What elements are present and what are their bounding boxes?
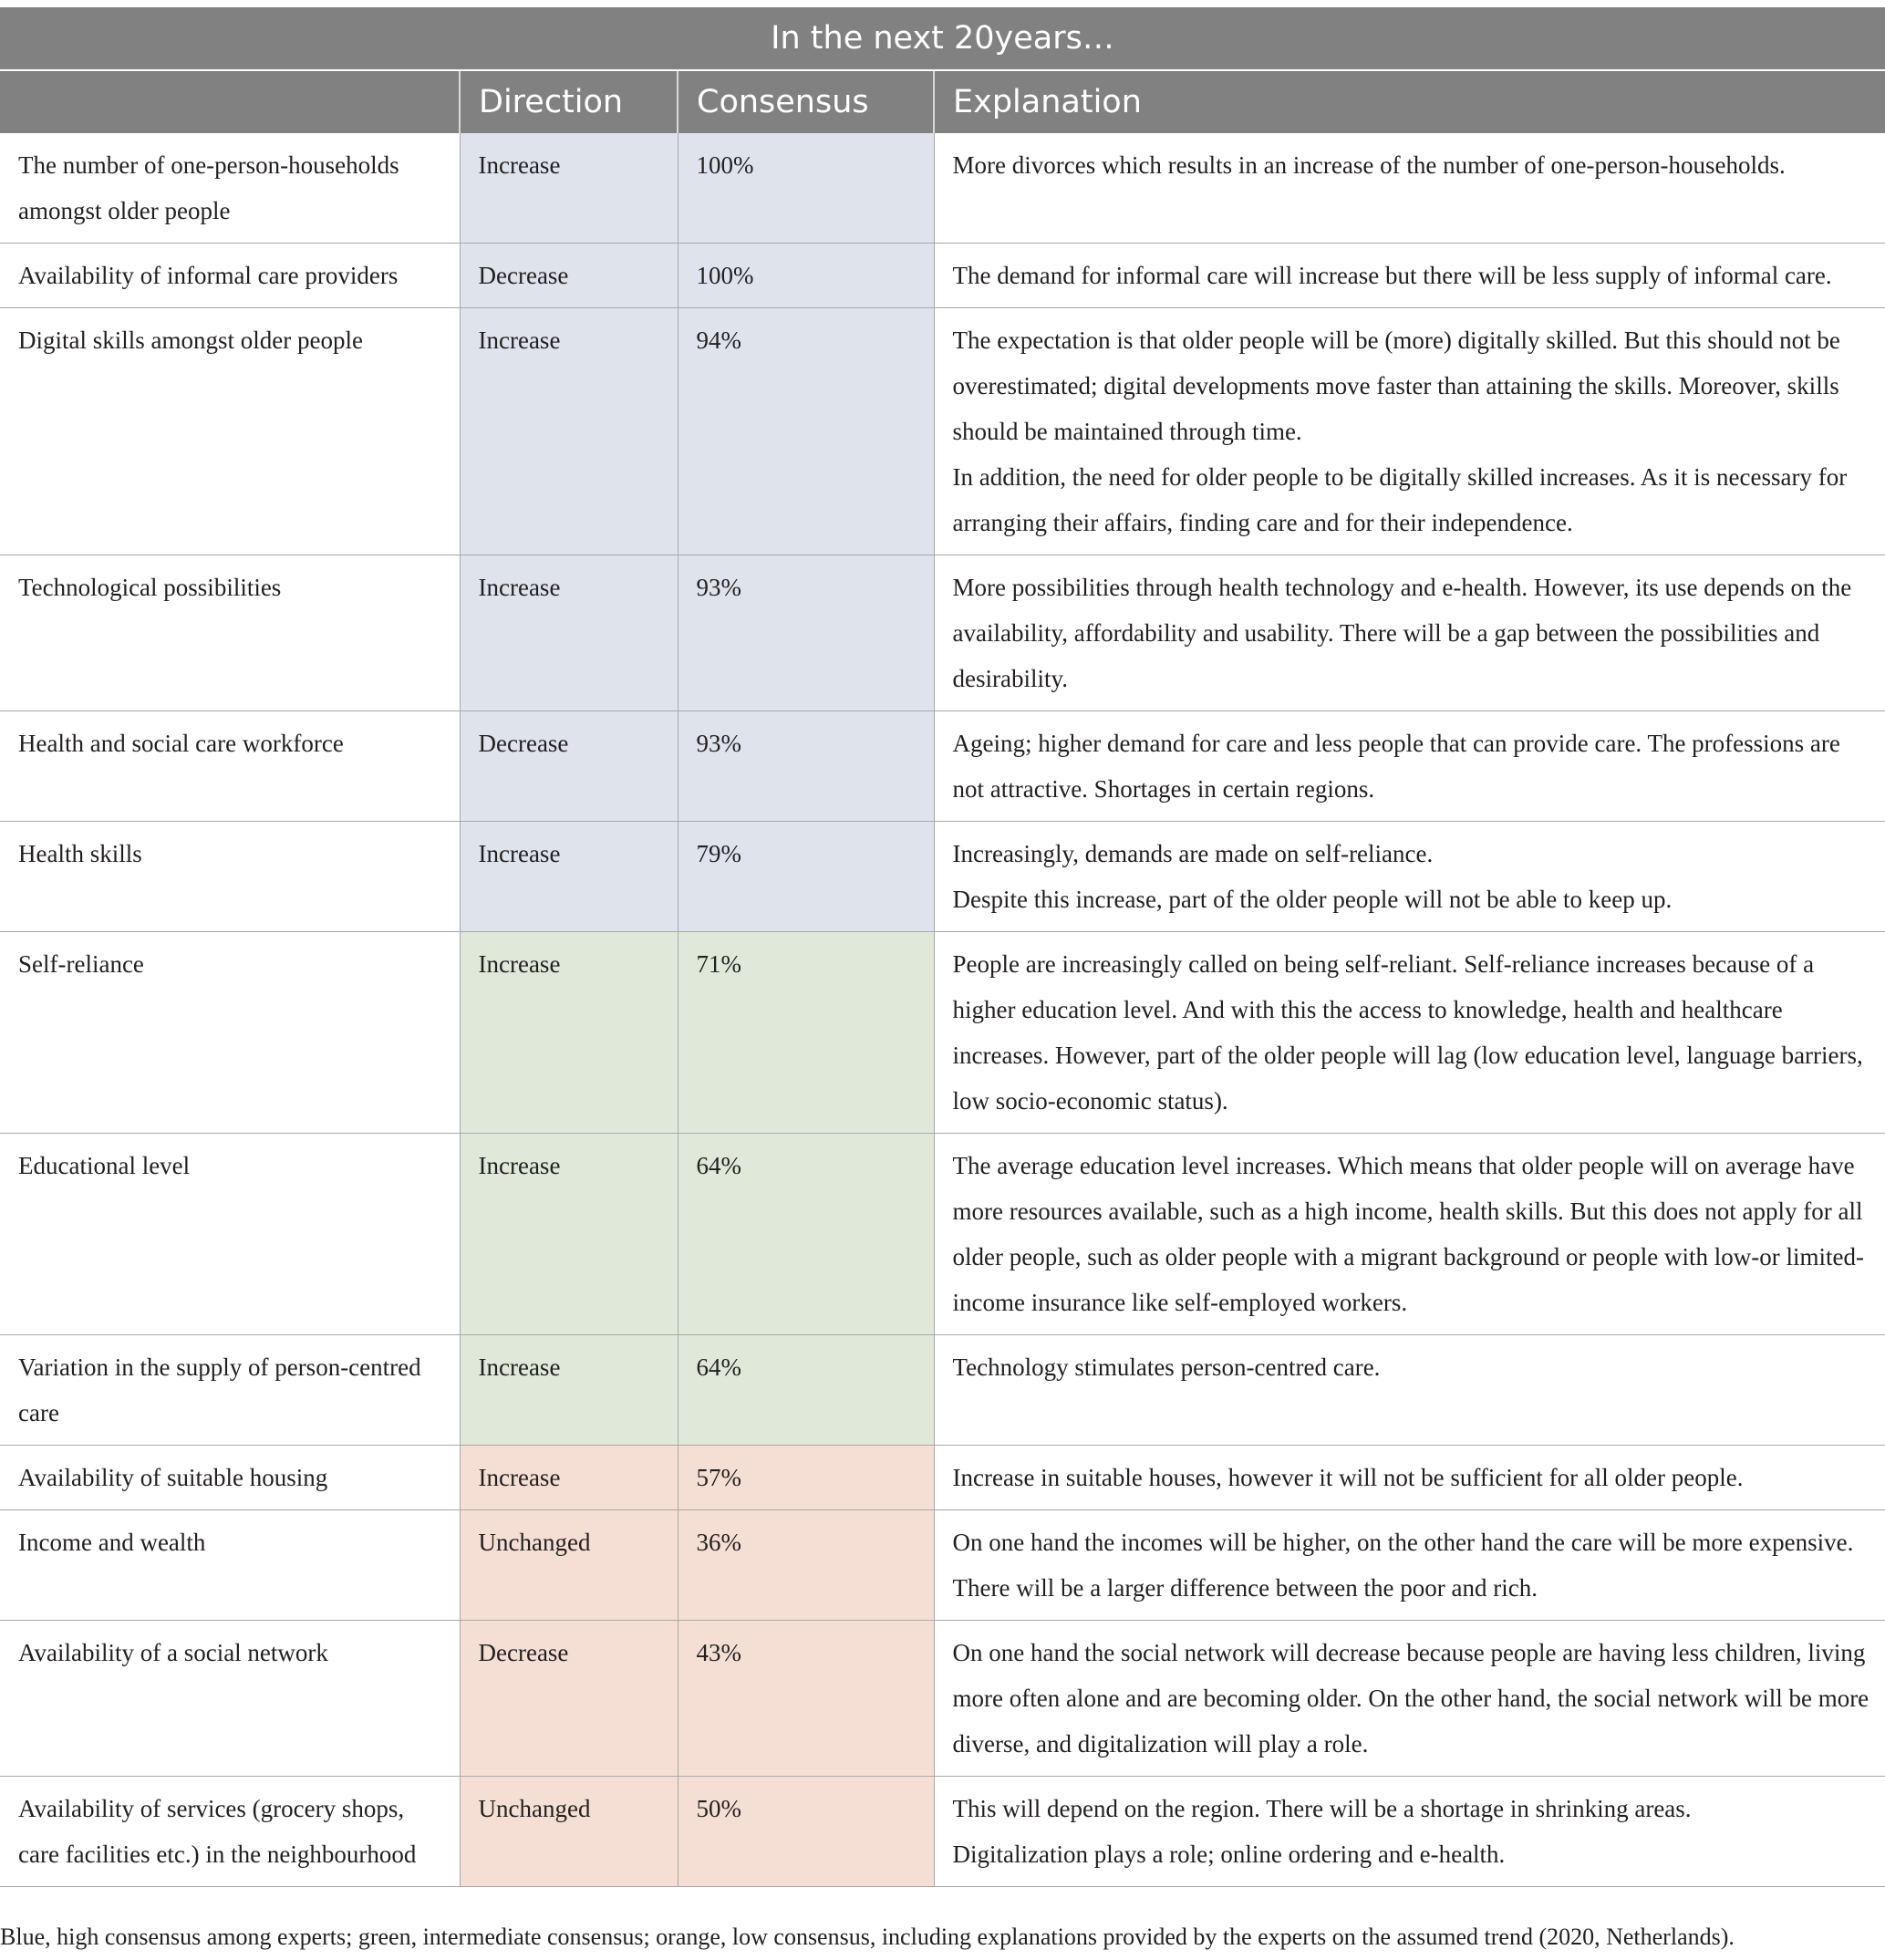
factor-cell: Income and wealth	[0, 1510, 460, 1621]
consensus-cell: 93%	[678, 711, 934, 822]
factor-cell: Health skills	[0, 822, 460, 932]
explanation-paragraph: On one hand the social network will decrease because people are having less children, living more often alone and are becoming older. On the other hand, the social network will be more diverse, and digitalization will play a role.	[952, 1639, 1869, 1758]
explanation-cell	[934, 133, 1885, 244]
consensus-cell: 93%	[678, 555, 934, 711]
table-header-row	[0, 70, 1885, 133]
factor-cell: The number of one-person-households amongst older people	[0, 133, 460, 244]
consensus-cell: 64%	[678, 1335, 934, 1446]
table-row	[0, 1335, 1885, 1446]
direction-cell: Unchanged	[460, 1777, 678, 1887]
direction-cell: Increase	[460, 932, 678, 1134]
header-explanation: Explanation	[934, 70, 1885, 133]
table-footnote: Blue, high consensus among experts; green, intermediate consensus; orange, low consensus, including explanations provided by the experts on the assumed trend (2020, Netherlands).	[0, 1924, 1735, 1950]
consensus-cell: 50%	[678, 1777, 934, 1887]
factor-cell: Technological possibilities	[0, 555, 460, 711]
table-row	[0, 932, 1885, 1134]
factor-cell: Availability of suitable housing	[0, 1446, 460, 1510]
factor-cell: Availability of informal care providers	[0, 244, 460, 308]
factor-cell: Variation in the supply of person-centred care	[0, 1335, 460, 1446]
explanation-paragraph: In addition, the need for older people to be digitally skilled increases. As it is necessary for arranging their affairs, finding care and for their independence.	[952, 463, 1848, 536]
consensus-cell: 57%	[678, 1446, 934, 1510]
explanation-cell	[934, 711, 1885, 822]
table-title: In the next 20years…	[0, 7, 1885, 70]
explanation-cell	[934, 1446, 1885, 1510]
explanation-cell	[934, 1335, 1885, 1446]
table-row	[0, 308, 1885, 555]
explanation-cell	[934, 308, 1885, 555]
direction-cell: Decrease	[460, 711, 678, 822]
table-row	[0, 711, 1885, 822]
table-row	[0, 1777, 1885, 1887]
factor-cell: Educational level	[0, 1134, 460, 1335]
direction-cell: Increase	[460, 1134, 678, 1335]
explanation-cell	[934, 555, 1885, 711]
table-row	[0, 1134, 1885, 1335]
factor-cell: Availability of a social network	[0, 1621, 460, 1777]
explanation-paragraph: On one hand the incomes will be higher, on the other hand the care will be more expensive. There will be a larger difference between the poor and rich.	[952, 1529, 1854, 1602]
factor-cell: Availability of services (grocery shops, care facilities etc.) in the neighbourhood	[0, 1777, 460, 1887]
explanation-cell	[934, 1777, 1885, 1887]
explanation-cell	[934, 1510, 1885, 1621]
explanation-paragraph: People are increasingly called on being self-reliant. Self-reliance increases because of a higher education level. And with this the access to knowledge, health and healthcare increases. However, part of the older people will lag (low education level, language barriers, low socio-economic status).	[952, 950, 1863, 1115]
explanation-paragraph: The average education level increases. Which means that older people will on average have more resources available, such as a high income, health skills. But this does not apply for all older people, such as older people with a migrant background or people with low-or limited-income insurance like self-employed workers.	[952, 1152, 1864, 1316]
consensus-cell: 64%	[678, 1134, 934, 1335]
explanation-paragraph: Increasingly, demands are made on self-reliance.	[952, 840, 1434, 867]
explanation-paragraph: The expectation is that older people will be (more) digitally skilled. But this should not be overestimated; digital developments move faster than attaining the skills. Moreover, skills should be maintained through time.	[952, 327, 1840, 445]
consensus-cell: 79%	[678, 822, 934, 932]
consensus-cell: 36%	[678, 1510, 934, 1621]
explanation-paragraph: Ageing; higher demand for care and less people that can provide care. The professions are not attractive. Shortages in certain regions.	[952, 730, 1840, 803]
table-row	[0, 822, 1885, 932]
factor-cell: Health and social care workforce	[0, 711, 460, 822]
explanation-paragraph: Technology stimulates person-centred care.	[952, 1353, 1381, 1381]
direction-cell: Increase	[460, 133, 678, 244]
direction-cell: Increase	[460, 822, 678, 932]
header-direction: Direction	[460, 70, 678, 133]
factor-cell: Digital skills amongst older people	[0, 308, 460, 555]
table-row	[0, 1510, 1885, 1621]
explanation-cell	[934, 932, 1885, 1134]
table-row	[0, 244, 1885, 308]
direction-cell: Increase	[460, 308, 678, 555]
consensus-cell: 100%	[678, 244, 934, 308]
explanation-paragraph: More divorces which results in an increase of the number of one-person-households.	[952, 151, 1786, 179]
consensus-cell: 100%	[678, 133, 934, 244]
direction-cell: Increase	[460, 1335, 678, 1446]
explanation-paragraph: This will depend on the region. There will be a shortage in shrinking areas.	[952, 1795, 1692, 1822]
explanation-paragraph: More possibilities through health technology and e-health. However, its use depends on the availability, affordability and usability. There will be a gap between the possibilities and desirability.	[952, 574, 1852, 692]
direction-cell: Increase	[460, 555, 678, 711]
trends-table-container	[0, 7, 1885, 1887]
table-row	[0, 1621, 1885, 1777]
explanation-cell	[934, 1134, 1885, 1335]
consensus-cell: 71%	[678, 932, 934, 1134]
explanation-cell	[934, 244, 1885, 308]
table-row	[0, 133, 1885, 244]
header-consensus: Consensus	[678, 70, 934, 133]
explanation-cell	[934, 822, 1885, 932]
direction-cell: Increase	[460, 1446, 678, 1510]
explanation-paragraph: Despite this increase, part of the older people will not be able to keep up.	[952, 886, 1673, 913]
table-body	[0, 133, 1885, 1887]
consensus-cell: 43%	[678, 1621, 934, 1777]
table-row	[0, 555, 1885, 711]
direction-cell: Unchanged	[460, 1510, 678, 1621]
header-factor	[0, 70, 460, 133]
explanation-paragraph: Digitalization plays a role; online ordering and e-health.	[952, 1841, 1506, 1868]
direction-cell: Decrease	[460, 1621, 678, 1777]
direction-cell: Decrease	[460, 244, 678, 308]
table-row	[0, 1446, 1885, 1510]
consensus-cell: 94%	[678, 308, 934, 555]
factor-cell: Self-reliance	[0, 932, 460, 1134]
explanation-paragraph: Increase in suitable houses, however it will not be sufficient for all older people.	[952, 1464, 1744, 1491]
explanation-cell	[934, 1621, 1885, 1777]
explanation-paragraph: The demand for informal care will increase but there will be less supply of informal care.	[952, 262, 1832, 289]
table-title-row	[0, 7, 1885, 70]
trends-table	[0, 7, 1885, 1887]
